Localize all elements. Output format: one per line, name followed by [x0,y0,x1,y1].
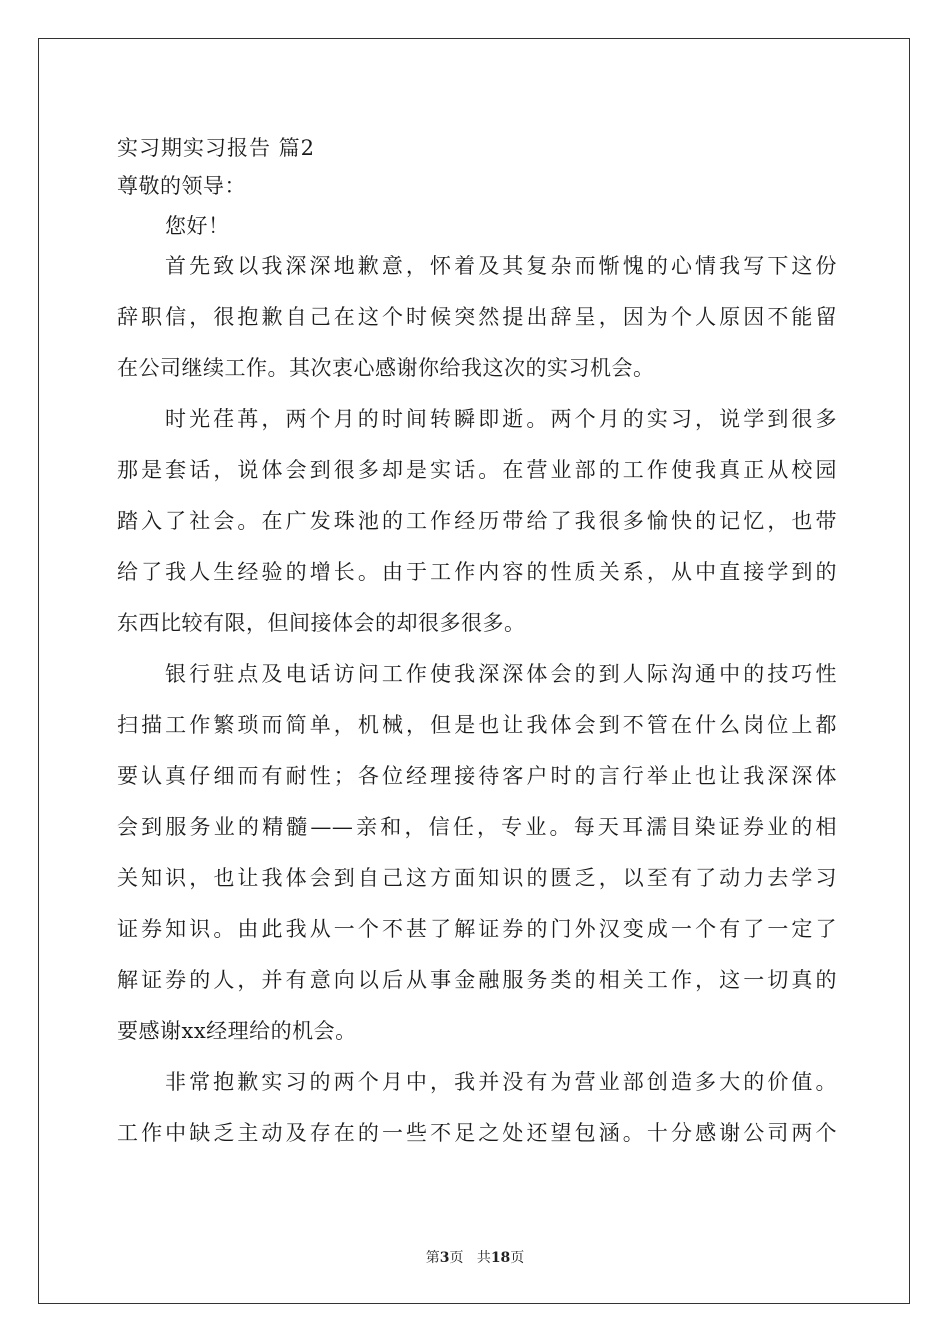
text-line [117,448,837,499]
text-line-content: 踏入了社会。在广发珠池的工作经历带给了我很多愉快的记忆，也带 [117,509,837,533]
text-line-content: 要感谢xx经理给的机会。 [117,1019,357,1043]
text-line [117,805,837,856]
text-line [117,295,837,346]
text-line-content: 那是套话，说体会到很多却是实话。在营业部的工作使我真正从校园 [117,458,837,482]
salutation: 尊敬的领导： [117,174,246,198]
text-line-content: 会到服务业的精髓——亲和，信任，专业。每天耳濡目染证券业的相 [117,815,837,839]
text-line-content: 给了我人生经验的增长。由于工作内容的性质关系，从中直接学到的 [117,560,837,584]
text-line-content: 东西比较有限，但间接体会的却很多很多。 [117,611,526,635]
text-line [117,397,837,448]
greeting: 您好！ [165,214,230,238]
footer-page-suffix: 页 [449,1250,464,1266]
text-line-content: 银行驻点及电话访问工作使我深深体会的到人际沟通中的技巧性 [165,662,837,686]
page-number: 3 [439,1250,450,1266]
footer-prefix: 第 [425,1250,440,1266]
text-line [117,1009,837,1060]
text-line [117,652,837,703]
text-line [117,550,837,601]
letter-paragraphs [117,244,837,1162]
text-line [117,346,837,397]
footer-total-suffix: 页 [510,1250,525,1266]
page-footer [0,1247,950,1267]
text-line-content: 工作中缺乏主动及存在的一些不足之处还望包涵。十分感谢公司两个 [117,1121,837,1145]
text-line-content: 首先致以我深深地歉意，怀着及其复杂而惭愧的心情我写下这份 [165,254,837,278]
text-line-content: 时光荏苒，两个月的时间转瞬即逝。两个月的实习，说学到很多 [165,407,837,431]
text-line [117,244,837,295]
text-line-content: 解证券的人，并有意向以后从事金融服务类的相关工作，这一切真的 [117,968,837,992]
text-line [117,958,837,1009]
text-line-content: 在公司继续工作。其次衷心感谢你给我这次的实习机会。 [117,356,655,380]
text-line-content: 要认真仔细而有耐性；各位经理接待客户时的言行举止也让我深深体 [117,764,837,788]
document-title: 实习期实习报告 篇2 [117,136,316,160]
text-line-content: 非常抱歉实习的两个月中，我并没有为营业部创造多大的价值。 [165,1070,837,1094]
document-body [117,126,837,1162]
text-line-content: 扫描工作繁琐而简单，机械，但是也让我体会到不管在什么岗位上都 [117,713,837,737]
text-line [117,703,837,754]
text-line [117,601,837,652]
text-line-content: 辞职信，很抱歉自己在这个时候突然提出辞呈，因为个人原因不能留 [117,305,837,329]
text-line [117,754,837,805]
text-line-content: 证券知识。由此我从一个不甚了解证券的门外汉变成一个有了一定了 [117,917,837,941]
total-pages: 18 [490,1250,511,1266]
text-line [117,1060,837,1111]
text-line-content: 关知识，也让我体会到自己这方面知识的匮乏，以至有了动力去学习 [117,866,837,890]
footer-total-prefix: 共 [476,1250,491,1266]
text-line [117,907,837,958]
text-line [117,499,837,550]
text-line [117,1111,837,1162]
text-line [117,856,837,907]
